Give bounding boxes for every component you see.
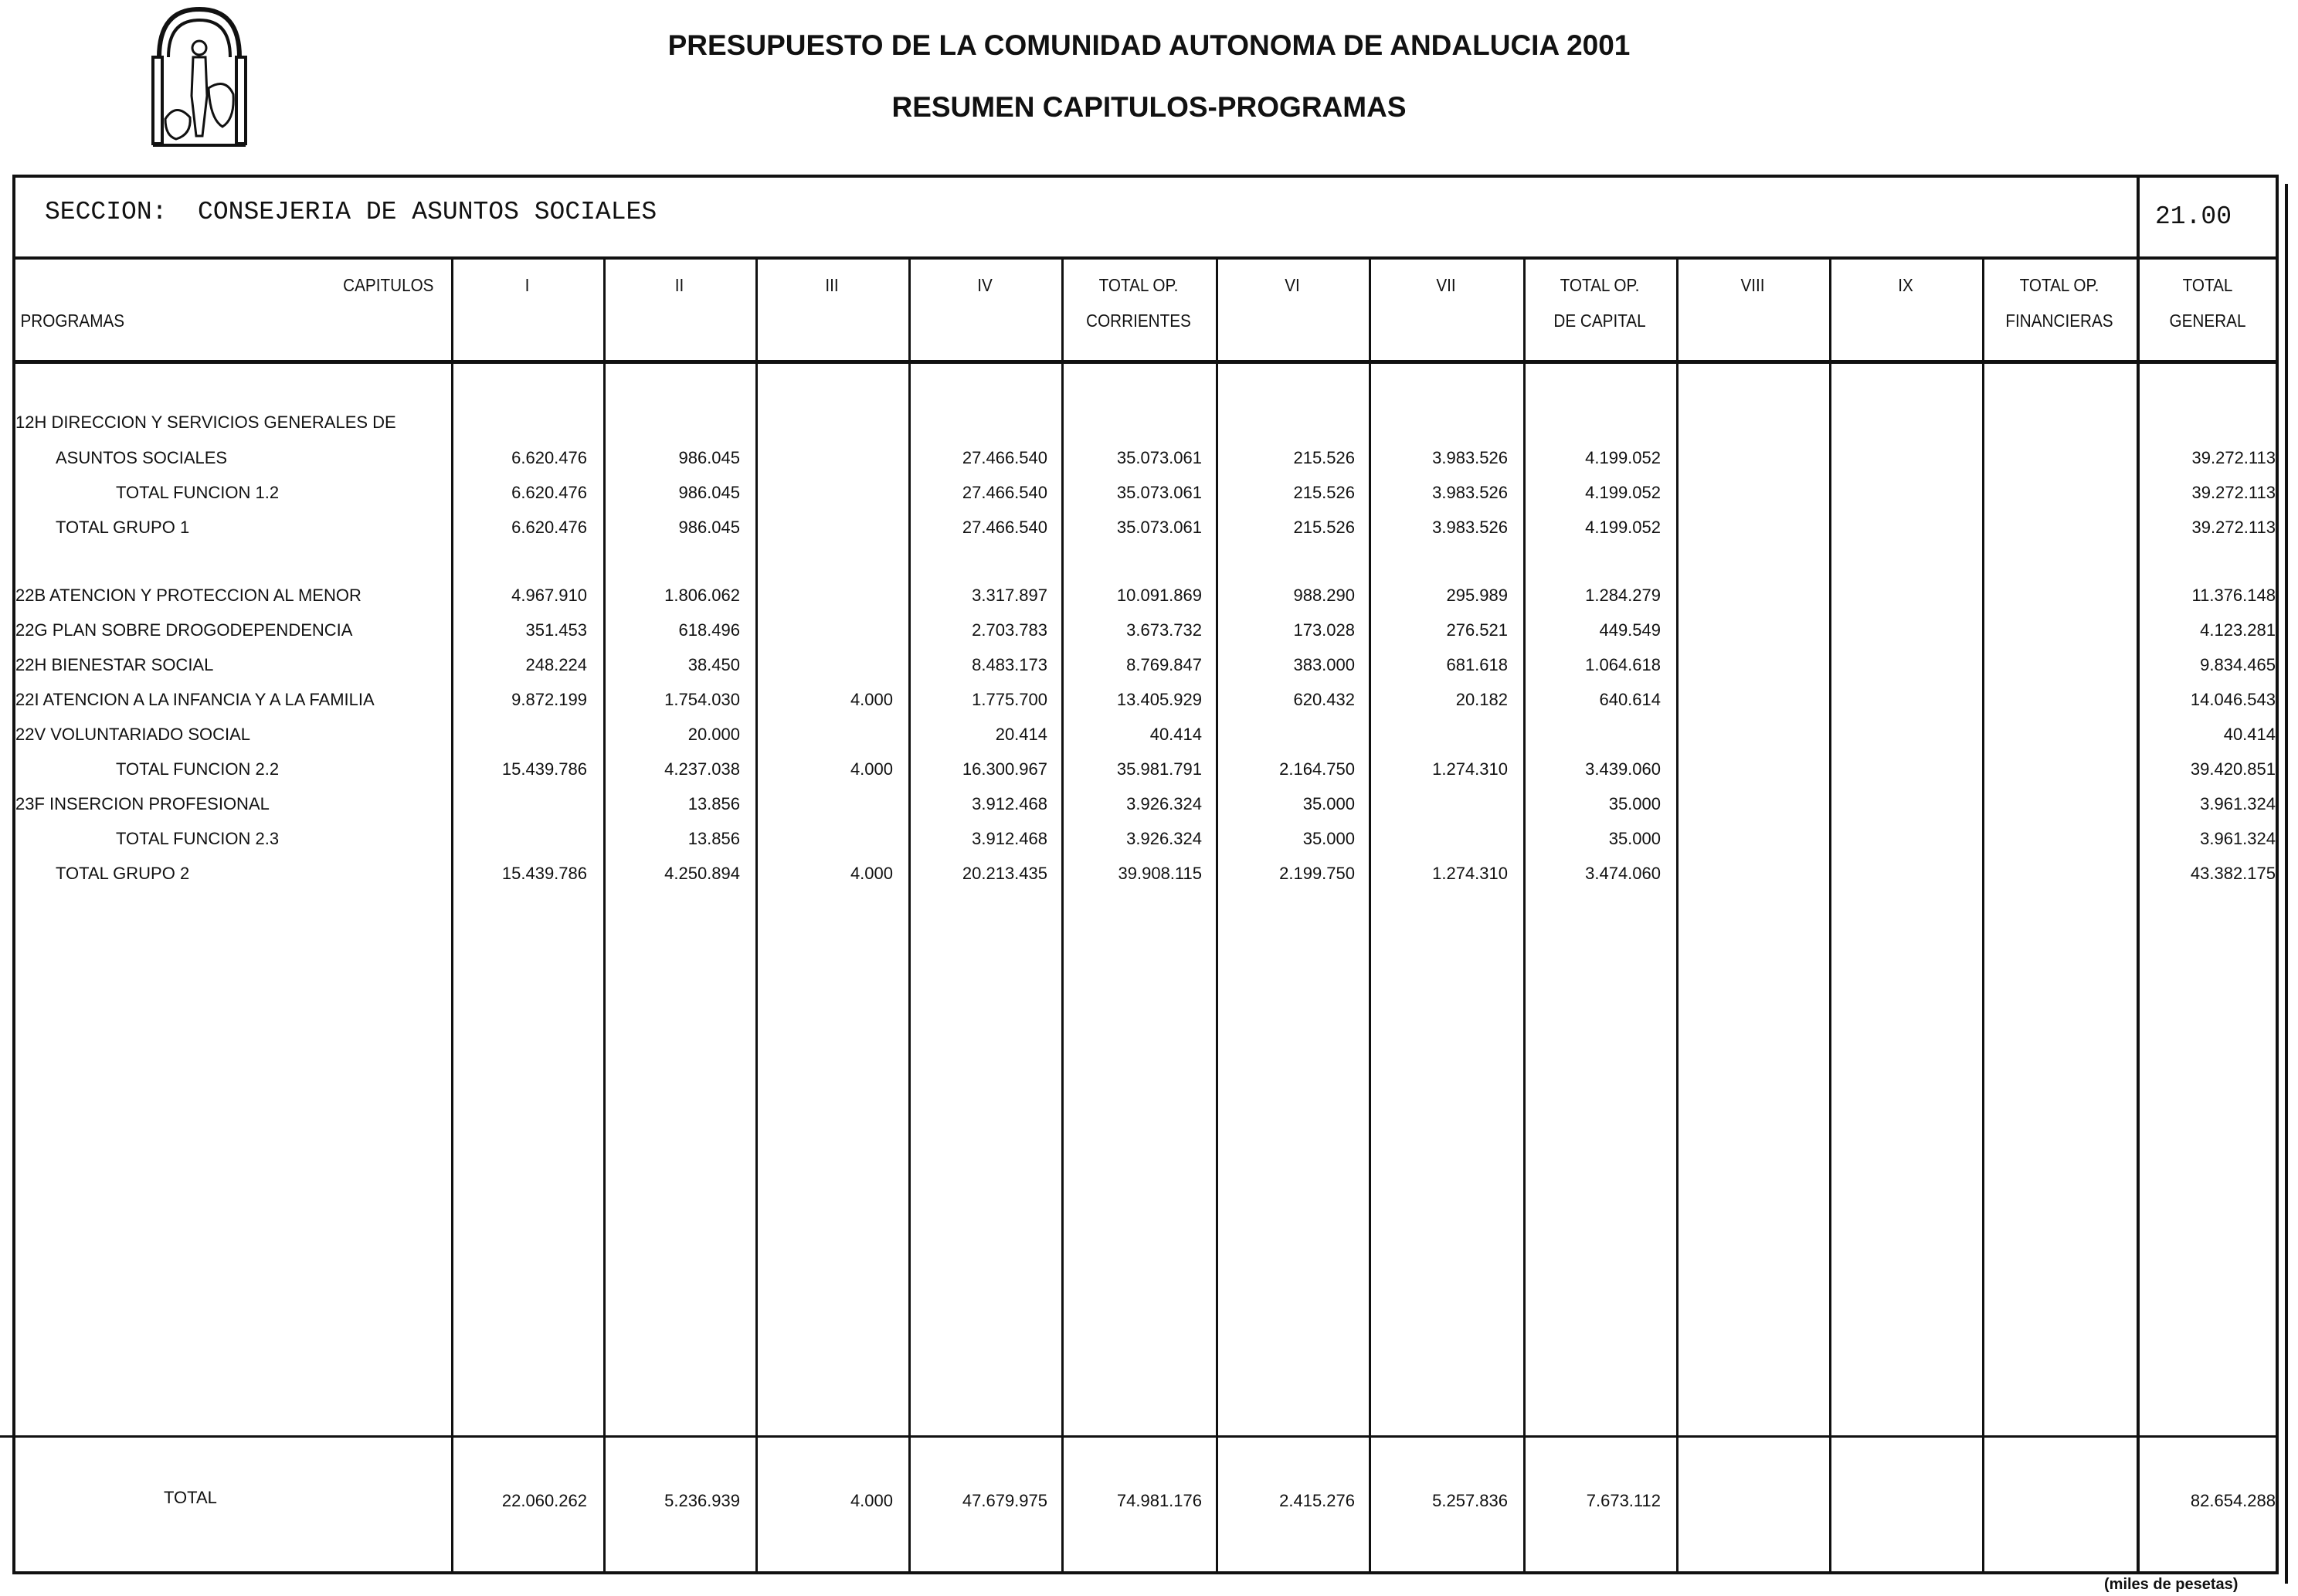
table-cell: 13.856 xyxy=(687,829,740,848)
table-cell: 4.250.894 xyxy=(664,864,740,883)
table-cell: 2.703.783 xyxy=(972,620,1047,640)
column-header-4: IV xyxy=(977,275,993,295)
table-cell: 1.806.062 xyxy=(664,586,740,605)
table-cell: 38.450 xyxy=(687,655,740,674)
table-cell: 3.439.060 xyxy=(1585,759,1661,779)
column-header-1: I xyxy=(524,275,530,295)
table-cell: 215.526 xyxy=(1293,448,1355,467)
table-cell: 43.382.175 xyxy=(2190,864,2276,883)
table-cell: 40.414 xyxy=(2223,725,2276,744)
table-cell: 39.908.115 xyxy=(1118,864,1202,883)
table-cell: 27.466.540 xyxy=(962,483,1047,502)
table-cell: 35.000 xyxy=(1302,829,1355,848)
column-header-11-line2: FINANCIERAS xyxy=(2005,311,2113,331)
table-cell: 35.000 xyxy=(1608,794,1661,813)
table-cell: 6.620.476 xyxy=(511,448,587,467)
column-header-8: TOTAL OP. xyxy=(1560,275,1640,295)
table-cell: 20.182 xyxy=(1455,690,1508,709)
table-cell: 4.000 xyxy=(850,864,893,883)
table-cell: 4.237.038 xyxy=(664,759,740,779)
table-cell: 3.474.060 xyxy=(1585,864,1661,883)
column-header-12-line2: GENERAL xyxy=(2169,311,2246,331)
row-label: TOTAL FUNCION 2.3 xyxy=(116,829,280,848)
table-cell: 39.272.113 xyxy=(2191,483,2276,502)
table-cell: 215.526 xyxy=(1293,483,1355,502)
table-cell: 2.199.750 xyxy=(1279,864,1355,883)
table-cell: 10.091.869 xyxy=(1116,586,1202,605)
table-cell: 3.961.324 xyxy=(2200,829,2276,848)
total-cell: 47.679.975 xyxy=(962,1491,1047,1510)
total-cell: 82.654.288 xyxy=(2190,1491,2276,1510)
column-header-8-line2: DE CAPITAL xyxy=(1553,311,1646,331)
table-cell: 3.912.468 xyxy=(972,794,1047,813)
table-cell: 618.496 xyxy=(678,620,740,640)
table-cell: 20.414 xyxy=(995,725,1047,744)
table-cell: 13.856 xyxy=(687,794,740,813)
row-label: 23F INSERCION PROFESIONAL xyxy=(15,794,270,813)
table-cell: 14.046.543 xyxy=(2190,690,2276,709)
table-cell: 35.073.061 xyxy=(1116,518,1202,537)
table-cell: 4.199.052 xyxy=(1585,483,1661,502)
table-cell: 4.123.281 xyxy=(2200,620,2276,640)
table-cell: 4.199.052 xyxy=(1585,518,1661,537)
table-cell: 681.618 xyxy=(1446,655,1508,674)
table-cell: 6.620.476 xyxy=(511,483,587,502)
table-cell: 20.000 xyxy=(687,725,740,744)
header-divider xyxy=(12,360,2279,364)
table-cell: 35.981.791 xyxy=(1116,759,1202,779)
table-cell: 35.000 xyxy=(1302,794,1355,813)
table-cell: 3.912.468 xyxy=(972,829,1047,848)
table-cell: 986.045 xyxy=(678,483,740,502)
table-cell: 3.926.324 xyxy=(1126,829,1202,848)
table-cell: 1.274.310 xyxy=(1432,759,1508,779)
row-label: 22V VOLUNTARIADO SOCIAL xyxy=(15,725,251,744)
table-cell: 16.300.967 xyxy=(962,759,1047,779)
section-name: CONSEJERIA DE ASUNTOS SOCIALES xyxy=(198,198,657,226)
table-cell: 215.526 xyxy=(1293,518,1355,537)
column-header-12: TOTAL xyxy=(2182,275,2233,295)
table-cell: 449.549 xyxy=(1599,620,1661,640)
table-cell: 27.466.540 xyxy=(962,448,1047,467)
table-cell: 4.967.910 xyxy=(511,586,587,605)
table-cell: 39.272.113 xyxy=(2191,448,2276,467)
table-cell: 39.272.113 xyxy=(2191,518,2276,537)
column-header-6: VI xyxy=(1285,275,1300,295)
total-cell: 22.060.262 xyxy=(501,1491,587,1510)
table-cell: 295.989 xyxy=(1446,586,1508,605)
table-cell: 35.073.061 xyxy=(1116,448,1202,467)
table-cell: 9.834.465 xyxy=(2200,655,2276,674)
row-label: 22I ATENCION A LA INFANCIA Y A LA FAMILIA xyxy=(15,690,375,709)
table-cell: 3.983.526 xyxy=(1432,518,1508,537)
table-cell: 3.673.732 xyxy=(1126,620,1202,640)
column-header-11: TOTAL OP. xyxy=(2019,275,2099,295)
total-cell: 2.415.276 xyxy=(1279,1491,1355,1510)
table-cell: 173.028 xyxy=(1293,620,1355,640)
row-label: TOTAL GRUPO 2 xyxy=(56,864,190,883)
table-cell: 15.439.786 xyxy=(501,759,587,779)
table-cell: 1.064.618 xyxy=(1585,655,1661,674)
table-cell: 20.213.435 xyxy=(962,864,1047,883)
total-cell: 7.673.112 xyxy=(1586,1491,1661,1510)
column-rule xyxy=(1982,258,1984,1573)
row-label: 22G PLAN SOBRE DROGODEPENDENCIA xyxy=(15,620,353,640)
table-cell: 9.872.199 xyxy=(511,690,587,709)
capitulos-header: CAPITULOS xyxy=(343,275,434,295)
programas-header: PROGRAMAS xyxy=(20,311,125,331)
column-rule xyxy=(1829,258,1831,1573)
table-cell: 986.045 xyxy=(678,518,740,537)
table-cell: 351.453 xyxy=(525,620,587,640)
table-cell: 1.754.030 xyxy=(664,690,740,709)
column-header-3: III xyxy=(825,275,839,295)
row-label: TOTAL GRUPO 1 xyxy=(56,518,190,537)
table-cell: 276.521 xyxy=(1446,620,1508,640)
table-cell: 6.620.476 xyxy=(511,518,587,537)
column-header-2: II xyxy=(674,275,684,295)
column-rule xyxy=(755,258,758,1573)
section-label: SECCION: xyxy=(45,198,168,226)
units-note: (miles de pesetas) xyxy=(2104,1576,2239,1593)
row-label: TOTAL FUNCION 2.2 xyxy=(116,759,280,779)
table-cell: 2.164.750 xyxy=(1279,759,1355,779)
table-cell: 3.317.897 xyxy=(972,586,1047,605)
table-cell: 35.073.061 xyxy=(1116,483,1202,502)
table-cell: 3.926.324 xyxy=(1126,794,1202,813)
table-cell: 3.983.526 xyxy=(1432,483,1508,502)
table-cell: 15.439.786 xyxy=(501,864,587,883)
column-header-5-line2: CORRIENTES xyxy=(1086,311,1191,331)
column-header-10: IX xyxy=(1898,275,1913,295)
table-cell: 8.483.173 xyxy=(972,655,1047,674)
section-title xyxy=(45,198,657,226)
table-cell: 1.775.700 xyxy=(972,690,1047,709)
column-rule xyxy=(1676,258,1679,1573)
total-cell: 4.000 xyxy=(850,1491,893,1510)
table-cell: 640.614 xyxy=(1599,690,1661,709)
row-label: 22B ATENCION Y PROTECCION AL MENOR xyxy=(15,586,362,605)
column-header-7: VII xyxy=(1436,275,1456,295)
table-cell: 1.284.279 xyxy=(1585,586,1661,605)
table-cell: 11.376.148 xyxy=(2191,586,2276,605)
row-label: TOTAL FUNCION 1.2 xyxy=(116,483,280,502)
row-label: ASUNTOS SOCIALES xyxy=(56,448,228,467)
andalucia-coat-of-arms-logo xyxy=(145,3,253,150)
frame-shadow-edge xyxy=(2285,184,2288,1584)
document-subtitle: RESUMEN CAPITULOS-PROGRAMAS xyxy=(891,91,1407,123)
table-cell: 4.199.052 xyxy=(1585,448,1661,467)
table-cell: 4.000 xyxy=(850,759,893,779)
table-cell: 1.274.310 xyxy=(1432,864,1508,883)
table-cell: 8.769.847 xyxy=(1126,655,1202,674)
total-label: TOTAL xyxy=(164,1488,217,1507)
table-cell: 248.224 xyxy=(525,655,587,674)
document-title: PRESUPUESTO DE LA COMUNIDAD AUTONOMA DE ANDALUCIA 2001 xyxy=(667,29,1631,61)
row-label: 12H DIRECCION Y SERVICIOS GENERALES DE xyxy=(15,413,396,432)
total-cell: 5.257.836 xyxy=(1432,1491,1508,1510)
row-label: 22H BIENESTAR SOCIAL xyxy=(15,655,214,674)
table-cell: 620.432 xyxy=(1293,690,1355,709)
table-cell: 13.405.929 xyxy=(1116,690,1202,709)
table-cell: 3.983.526 xyxy=(1432,448,1508,467)
table-cell: 40.414 xyxy=(1149,725,1202,744)
table-cell: 3.961.324 xyxy=(2200,794,2276,813)
total-cell: 5.236.939 xyxy=(664,1491,740,1510)
table-cell: 383.000 xyxy=(1293,655,1355,674)
total-cell: 74.981.176 xyxy=(1116,1491,1202,1510)
table-cell: 35.000 xyxy=(1608,829,1661,848)
table-cell: 986.045 xyxy=(678,448,740,467)
column-header-5: TOTAL OP. xyxy=(1098,275,1179,295)
table-cell: 27.466.540 xyxy=(962,518,1047,537)
section-code: 21.00 xyxy=(2155,202,2232,231)
total-divider xyxy=(0,1435,2279,1438)
column-header-9: VIII xyxy=(1740,275,1765,295)
table-cell: 988.290 xyxy=(1293,586,1355,605)
table-cell: 4.000 xyxy=(850,690,893,709)
table-cell: 39.420.851 xyxy=(2190,759,2276,779)
section-divider xyxy=(12,256,2279,260)
